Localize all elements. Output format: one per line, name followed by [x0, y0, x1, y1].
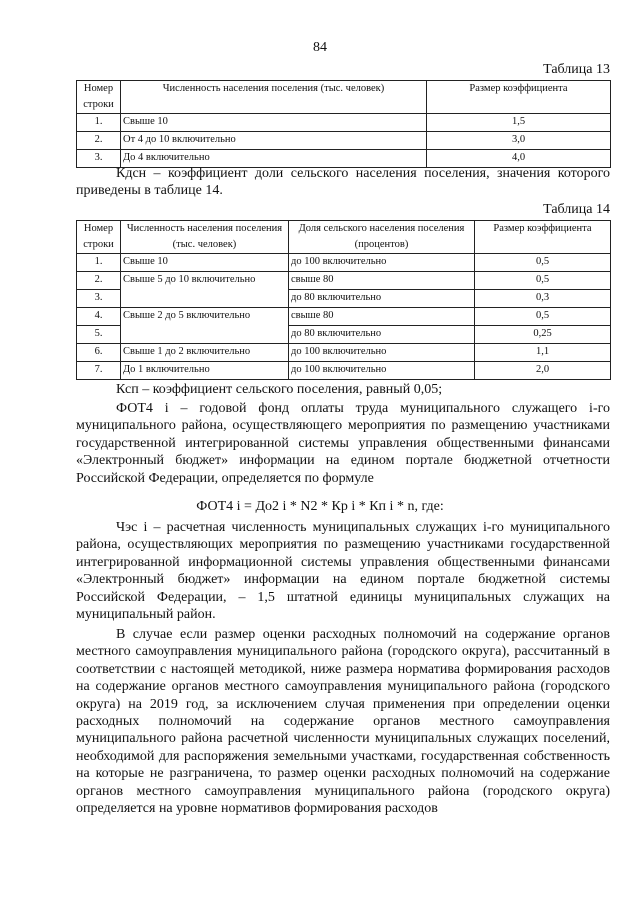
table-row [77, 114, 611, 132]
table14-header-rural-share: Доля сельского населения поселения (процентов) [289, 221, 475, 254]
table13-cell: 4,0 [427, 150, 611, 168]
table14-cell: 1,1 [475, 344, 611, 362]
table14-cell: свыше 80 [289, 272, 475, 290]
table14-cell: 1. [77, 254, 121, 272]
table13-cell: 1,5 [427, 114, 611, 132]
table14-cell: До 1 включительно [121, 362, 289, 380]
table14-cell: 3. [77, 290, 121, 308]
table-row [77, 254, 611, 272]
table14 [76, 220, 611, 380]
page-number: 84 [313, 40, 327, 55]
table14-cell: до 100 включительно [289, 344, 475, 362]
table14-cell: 2. [77, 272, 121, 290]
ksp-paragraph: Ксп – коэффициент сельского поселения, равный 0,05; [116, 382, 443, 397]
table13-caption: Таблица 13 [543, 62, 610, 77]
table14-caption: Таблица 14 [543, 202, 610, 217]
table14-cell: 0,5 [475, 254, 611, 272]
table14-cell: Свыше 1 до 2 включительно [121, 344, 289, 362]
table14-header-coefficient: Размер коэффициента [475, 221, 611, 254]
table14-cell: 0,5 [475, 272, 611, 290]
table14-cell: Свыше 5 до 10 включительно [121, 272, 289, 308]
table14-cell: свыше 80 [289, 308, 475, 326]
table13-cell: 1. [77, 114, 121, 132]
table14-cell: 7. [77, 362, 121, 380]
table13-header-population: Численность населения поселения (тыс. человек) [121, 81, 427, 114]
table13-cell: От 4 до 10 включительно [121, 132, 427, 150]
table13-header-coefficient: Размер коэффициента [427, 81, 611, 114]
table-row [77, 344, 611, 362]
table-row [77, 272, 611, 290]
chez-paragraph: Чэс i – расчетная численность муниципальных служащих i-го муниципального района, осуществляющих мероприятия по размещению участниками государственной интегрированной информационной системы управления общественными финансами «Электронный бюджет» информации на едином портале бюджетной системы Российской Федерации, – 1,5 штатной единицы муниципальных служащих на муниципальный район. [76, 520, 610, 623]
table14-cell: 0,5 [475, 308, 611, 326]
fot4-paragraph: ФОТ4 i – годовой фонд оплаты труда муниципального служащего i-го муниципального района, осуществляющего мероприятия по размещению участниками государственной интегрированной системы управления общественными финансами «Электронный бюджет» информации на едином портале бюджетной отчетности Российской Федерации, определяется по формуле [76, 401, 610, 486]
table-row [77, 362, 611, 380]
kdsn-paragraph: Кдсн – коэффициент доли сельского населения поселения, значения которого приведены в таблице 14. [76, 166, 610, 199]
table13-header-num: Номер строки [77, 81, 121, 114]
table13-cell: 2. [77, 132, 121, 150]
table14-cell: 2,0 [475, 362, 611, 380]
table14-cell: Свыше 10 [121, 254, 289, 272]
table13-cell: До 4 включительно [121, 150, 427, 168]
table14-cell: до 100 включительно [289, 362, 475, 380]
table14-cell: Свыше 2 до 5 включительно [121, 308, 289, 344]
table13-cell: Свыше 10 [121, 114, 427, 132]
table-row [77, 308, 611, 326]
table-row [77, 132, 611, 150]
table14-cell: 0,25 [475, 326, 611, 344]
final-paragraph: В случае если размер оценки расходных полномочий на содержание органов местного самоуправления муниципального района (городского округа), рассчитанный в соответствии с настоящей методикой, ниже размера норматива формирования расходов на содержание органов местного самоуправления муниципального района (городского округа) на 2019 год, за исключением случая применения при определении оценки расходных полномочий на содержание органов местного самоуправления муниципального района расчетной численности муниципальных служащих поселений, необходимой для распоряжения земельными участками, государственная собственность на которые не разграничена, то размер оценки расходных полномочий на содержание органов местного самоуправления муниципального района (городского округа) определяется на уровне нормативов формирования расходов [76, 627, 610, 817]
table14-cell: 4. [77, 308, 121, 326]
table14-cell: 0,3 [475, 290, 611, 308]
table14-cell: до 80 включительно [289, 326, 475, 344]
table14-cell: до 80 включительно [289, 290, 475, 308]
table14-cell: 5. [77, 326, 121, 344]
formula: ФОТ4 i = До2 i * N2 * Кр i * Кп i * n, где: [196, 499, 444, 514]
table14-cell: 6. [77, 344, 121, 362]
table14-cell: до 100 включительно [289, 254, 475, 272]
table13 [76, 80, 611, 168]
table14-header-num: Номер строки [77, 221, 121, 254]
table13-cell: 3,0 [427, 132, 611, 150]
table13-cell: 3. [77, 150, 121, 168]
table14-header-population: Численность населения поселения (тыс. человек) [121, 221, 289, 254]
